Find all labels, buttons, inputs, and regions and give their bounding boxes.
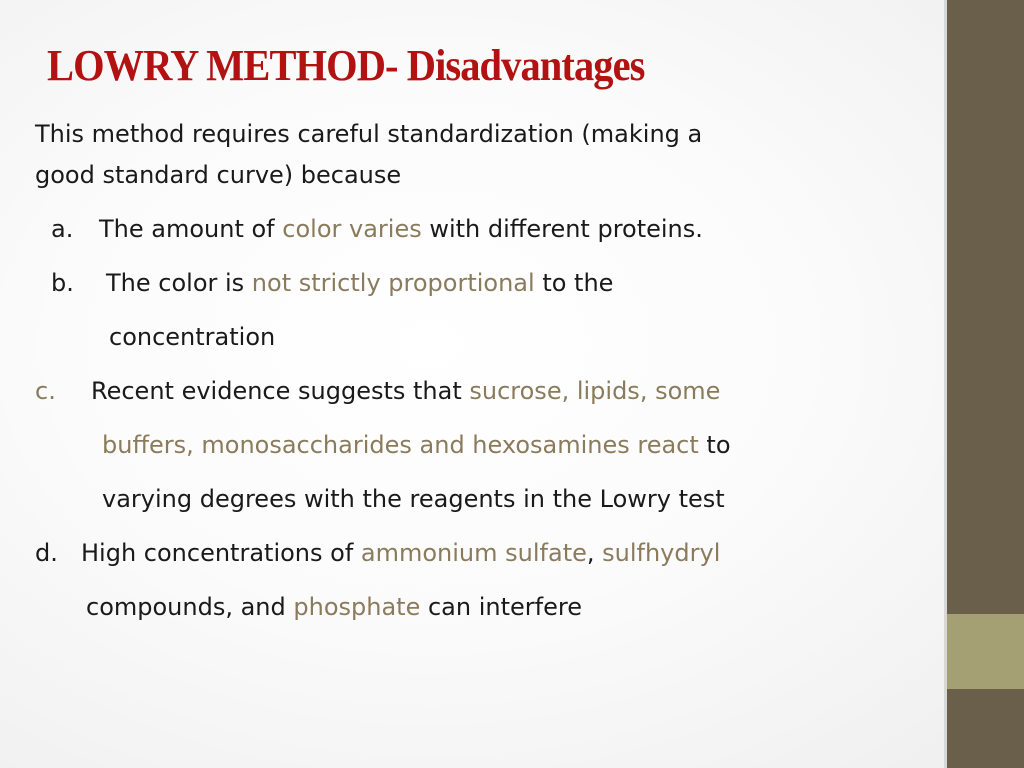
slide-body [35, 114, 935, 628]
highlight-text: sucrose, lipids, some [469, 377, 721, 405]
highlight-text: buffers, monosaccharides and hexosamines react [102, 431, 699, 459]
list-item-c-continued [35, 479, 935, 520]
highlight-text: not strictly proportional [251, 269, 535, 297]
item-marker: c. [35, 377, 56, 405]
item-text: Recent evidence suggests that [91, 377, 470, 405]
item-marker: d. [35, 539, 58, 567]
item-text: can interfere [420, 593, 582, 621]
list-item-c-continued [35, 425, 935, 466]
item-text: compounds, and [86, 593, 294, 621]
item-text: to the [534, 269, 614, 297]
highlight-text: phosphate [293, 593, 421, 621]
list-item-a [35, 209, 935, 250]
item-text: concentration [109, 323, 276, 351]
list-item-b [35, 263, 935, 304]
item-text: varying degrees with the reagents in the Lowry test [102, 485, 725, 513]
highlight-text: sulfhydryl [602, 539, 721, 567]
list-item-b-continued [35, 317, 935, 358]
item-text: with different proteins. [421, 215, 703, 243]
intro-line: This method requires careful standardization (making a [35, 120, 703, 148]
list-item-d [35, 533, 935, 574]
item-text: to [698, 431, 731, 459]
decorative-sidebar [947, 0, 1024, 768]
item-marker: b. [51, 269, 74, 297]
slide-title: LOWRY METHOD- Disadvantages [47, 41, 645, 90]
item-text: High concentrations of [81, 539, 361, 567]
list-item-d-continued [35, 587, 935, 628]
item-marker: a. [51, 215, 74, 243]
decorative-sidebar-block [947, 614, 1024, 689]
item-text: , [586, 539, 603, 567]
list-item-c [35, 371, 935, 412]
highlight-text: ammonium sulfate [360, 539, 587, 567]
item-text: The amount of [99, 215, 283, 243]
item-text: The color is [106, 269, 252, 297]
intro-line: good standard curve) because [35, 161, 402, 189]
highlight-text: color varies [282, 215, 422, 243]
